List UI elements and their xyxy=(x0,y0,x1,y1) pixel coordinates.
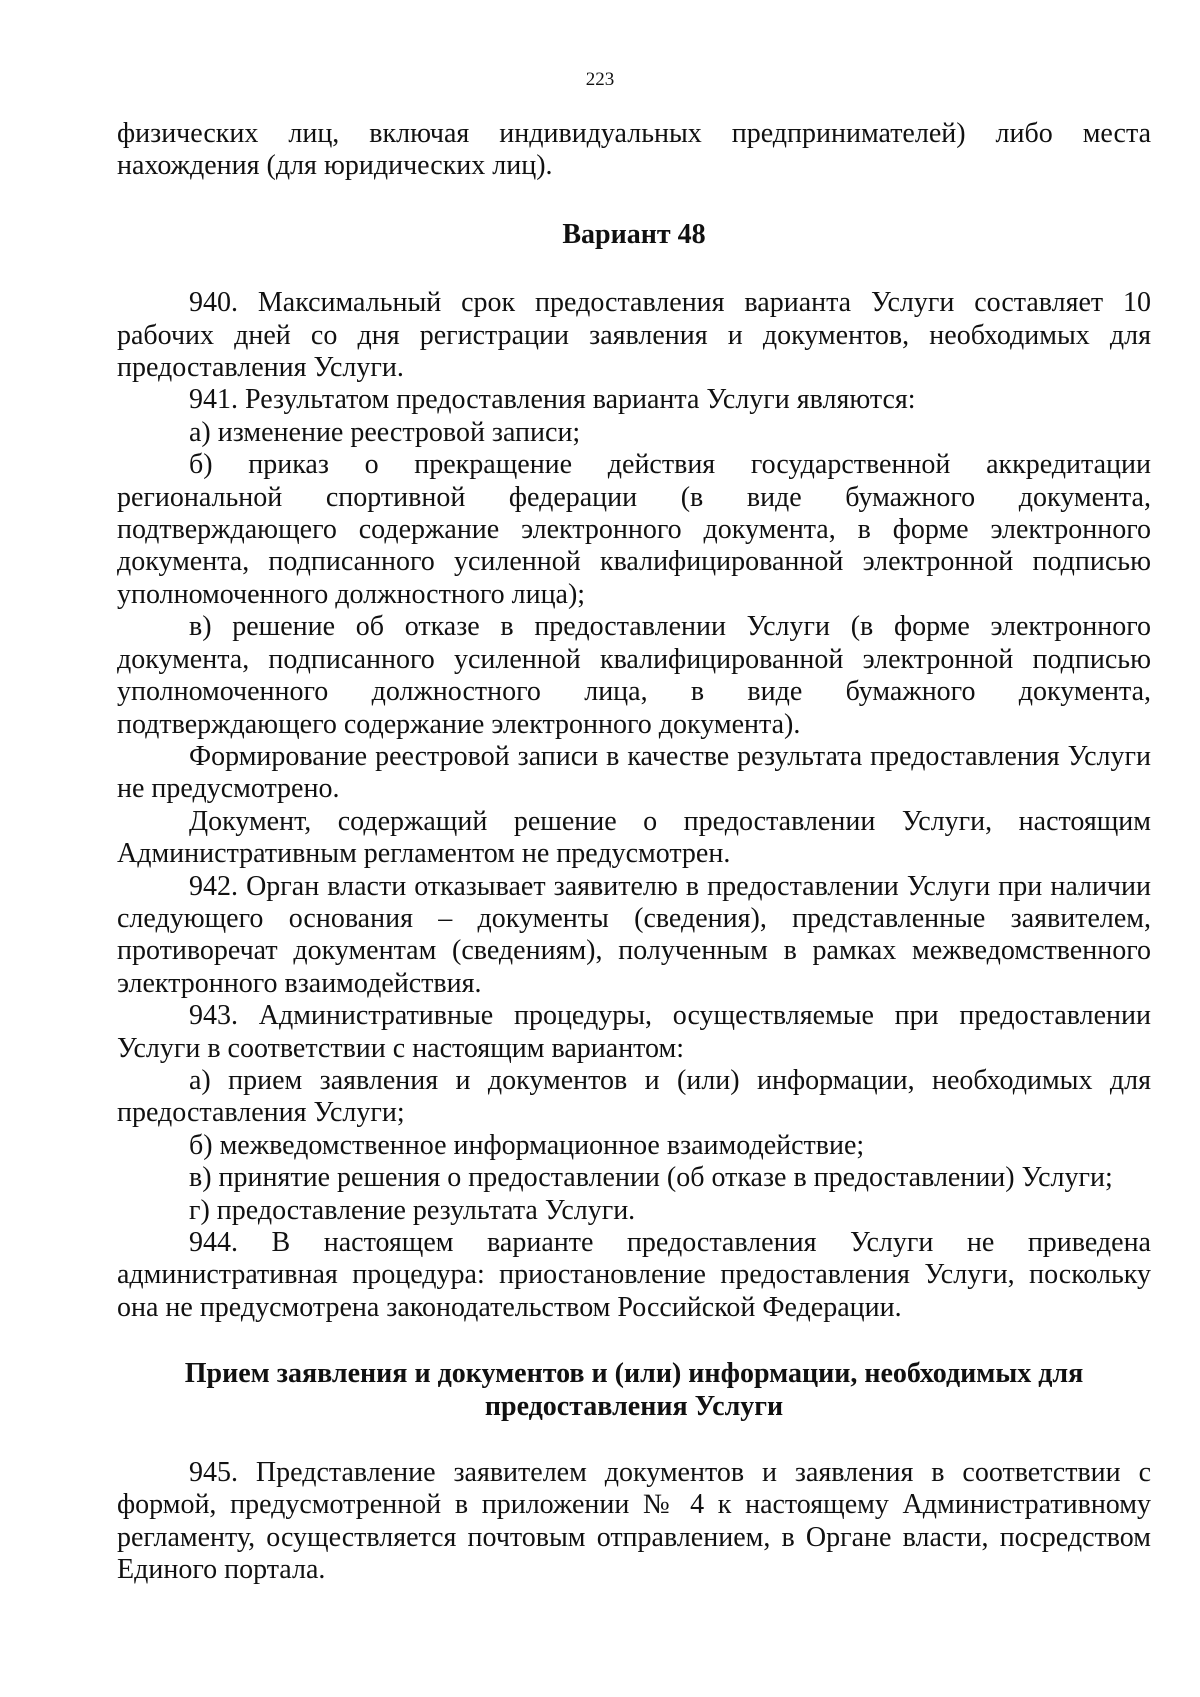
paragraph-941-b: б) приказ о прекращение действия государственной аккредитации региональной спортивной федерации (в виде бумажного документа, подтверждающего содержание электронного документа, в форме электронного документа, подписанного усиленной квалифицированной электронной подписью уполномоченного должностного лица); xyxy=(117,449,1151,610)
paragraph-decision-note: Документ, содержащий решение о предоставлении Услуги, настоящим Административным регламентом не предусмотрен. xyxy=(117,805,1151,870)
paragraph-registry-note: Формирование реестровой записи в качестве результата предоставления Услуги не предусмотрено. xyxy=(117,740,1151,805)
paragraph-945: 945. Представление заявителем документов и заявления в соответствии с формой, предусмотренной в приложении № 4 к настоящему Административному регламенту, осуществляется почтовым отправлением, в Органе власти, посредством Единого портала. xyxy=(117,1457,1151,1586)
paragraph-940: 940. Максимальный срок предоставления варианта Услуги составляет 10 рабочих дней со дня регистрации заявления и документов, необходимых для предоставления Услуги. xyxy=(117,287,1151,384)
subsection-title-line1: Прием заявления и документов и (или) информации, необходимых для xyxy=(184,1358,1084,1390)
intro-paragraph: физических лиц, включая индивидуальных предпринимателей) либо места нахождения (для юридических лиц). xyxy=(117,118,1151,182)
paragraph-943-v: в) принятие решения о предоставлении (об отказе в предоставлении) Услуги; xyxy=(189,1162,1113,1194)
section-title: Вариант 48 xyxy=(562,218,706,250)
document-body xyxy=(117,118,1151,1587)
paragraph-943-g: г) предоставление результата Услуги. xyxy=(189,1194,636,1226)
paragraph-942: 942. Орган власти отказывает заявителю в предоставлении Услуги при наличии следующего основания – документы (сведения), представленные заявителем, противоречат документам (сведениям), полученным в рамках межведомственного электронного взаимодействия. xyxy=(117,870,1151,999)
subsection-title-line2: предоставления Услуги xyxy=(484,1390,784,1422)
paragraph-943-b: б) межведомственное информационное взаимодействие; xyxy=(189,1129,865,1161)
paragraph-941-a: а) изменение реестровой записи; xyxy=(189,416,581,448)
paragraph-944: 944. В настоящем варианте предоставления Услуги не приведена административная процедура: приостановление предоставления Услуги, поскольку она не предусмотрена законодательством Российской Федерации. xyxy=(117,1227,1151,1323)
page-number: 223 xyxy=(585,69,615,90)
paragraph-943-a: а) прием заявления и документов и (или) информации, необходимых для предоставления Услуги; xyxy=(117,1064,1151,1129)
paragraph-941: 941. Результатом предоставления варианта Услуги являются: xyxy=(189,384,916,416)
paragraph-941-v: в) решение об отказе в предоставлении Услуги (в форме электронного документа, подписанного усиленной квалифицированной электронной подписью уполномоченного должностного лица, в виде бумажного документа, подтверждающего содержание электронного документа). xyxy=(117,611,1151,740)
subsection-title xyxy=(117,1358,1151,1423)
paragraph-943: 943. Административные процедуры, осуществляемые при предоставлении Услуги в соответствии с настоящим вариантом: xyxy=(117,1000,1151,1064)
